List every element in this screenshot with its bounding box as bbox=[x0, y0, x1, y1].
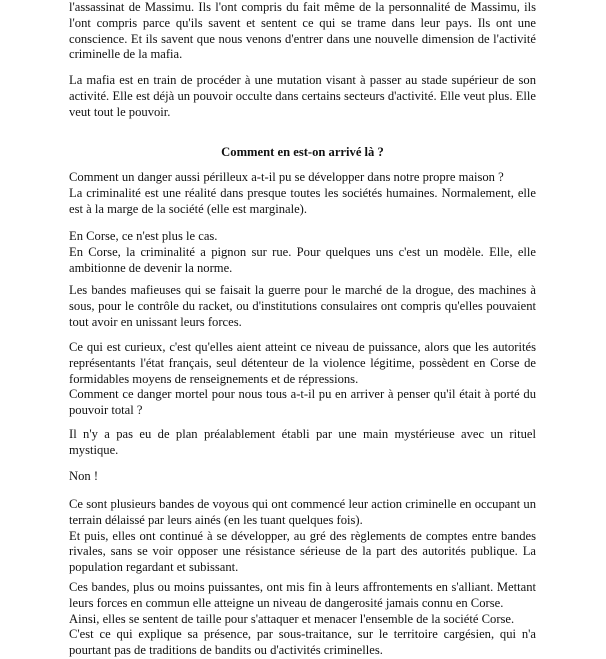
paragraph-8 bbox=[69, 469, 536, 485]
paragraph-line: Les bandes mafieuses qui se faisait la guerre pour le marché de la drogue, des machines à sous, pour le contrôle du racket, ou d'institutions consulaires ont compris qu'elles pouvaient tout avoir en unissant leurs forces. bbox=[69, 283, 536, 329]
paragraph-line: Comment ce danger mortel pour nous tous a-t-il pu en arriver à penser qu'il était à porté du pouvoir total ? bbox=[69, 387, 536, 418]
paragraph-line: En Corse, ce n'est plus le cas. bbox=[69, 229, 218, 243]
paragraph-5 bbox=[69, 283, 536, 330]
paragraph-line: Ces bandes, plus ou moins puissantes, ont mis fin à leurs affrontements en s'alliant. Mettant leurs forces en commun elle atteigne un niveau de dangerosité jamais connu en Corse. bbox=[69, 580, 536, 610]
paragraph-7 bbox=[69, 427, 536, 459]
paragraph-line: Et puis, elles ont continué à se développer, au gré des règlements de comptes entre bandes rivales, sans se voir opposer une résistance sérieuse de la part des autorités publique. La population regardant et subissant. bbox=[69, 528, 536, 575]
paragraph-line: Comment un danger aussi périlleux a-t-il pu se développer dans notre propre maison ? bbox=[69, 170, 504, 184]
paragraph-line: La mafia est en train de procéder à une mutation visant à passer au stade supérieur de son activité. Elle est déjà un pouvoir occulte dans certains secteurs d'activité. Elle veut plus. Elle veut tout le pouvoir. bbox=[69, 73, 536, 119]
paragraph-line: En Corse, la criminalité a pignon sur rue. Pour quelques uns c'est un modèle. Elle, elle ambitionne de devenir la norme. bbox=[69, 244, 536, 275]
paragraph-10 bbox=[69, 580, 536, 659]
paragraph-9 bbox=[69, 497, 536, 576]
paragraph-line: C'est ce qui explique sa présence, par sous-traitance, sur le territoire cargésien, qui n'a pourtant pas de traditions de bandits ou d'activités criminelles. bbox=[69, 627, 536, 658]
paragraph-3 bbox=[69, 170, 536, 217]
paragraph-line: La criminalité est une réalité dans presque toutes les sociétés humaines. Normalement, elle est à la marge de la société (elle est marginale). bbox=[69, 185, 536, 216]
paragraph-line: Ce qui est curieux, c'est qu'elles aient atteint ce niveau de puissance, alors que les autorités représentants l'état français, seul détenteur de la violence légitime, possèdent en Corse de formidables moyens de renseignements et de répressions. bbox=[69, 340, 536, 386]
paragraph-line: Il n'y a pas eu de plan préalablement établi par une main mystérieuse avec un rituel mystique. bbox=[69, 427, 536, 457]
paragraph-4 bbox=[69, 229, 536, 276]
paragraph-2 bbox=[69, 73, 536, 120]
paragraph-1 bbox=[69, 0, 536, 63]
paragraph-6 bbox=[69, 340, 536, 419]
paragraph-line: Ce sont plusieurs bandes de voyous qui ont commencé leur action criminelle en occupant un terrain délaissé par leurs ainés (en les tuant quelques fois). bbox=[69, 497, 536, 527]
section-heading: Comment en est-on arrivé là ? bbox=[221, 145, 384, 159]
paragraph-line: Ainsi, elles se sentent de taille pour s'attaquer et menacer l'ensemble de la société Corse. bbox=[69, 611, 515, 626]
paragraph-line: Non ! bbox=[69, 469, 99, 483]
paragraph-line: l'assassinat de Massimu. Ils l'ont compris du fait même de la personnalité de Massimu, ils l'ont compris parce qu'ils savent et sentent ce qui se trame dans leur pays. Ils ont une conscience. Et ils savent que nous venons d'entrer dans une nouvelle dimension de l'activité criminelle de la mafia. bbox=[69, 0, 536, 62]
